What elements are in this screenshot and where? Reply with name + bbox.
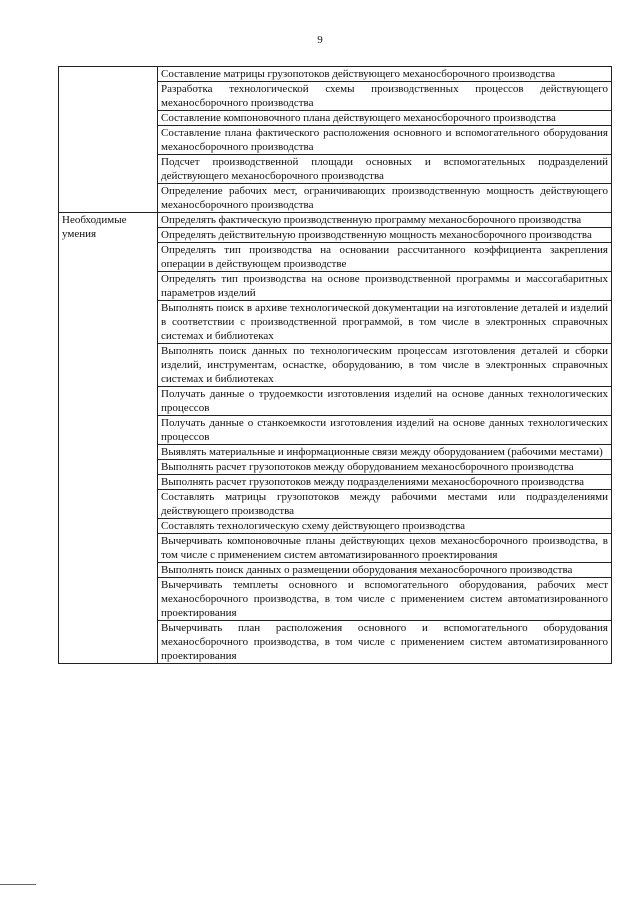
required-skills-item: Выполнять расчет грузопотоков между оборудованием механосборочного производства — [158, 460, 612, 475]
required-skills-label: Необходимые умения — [59, 213, 158, 664]
required-skills-item: Выполнять расчет грузопотоков между подразделениями механосборочного производства — [158, 475, 612, 490]
required-skills-item: Определять действительную производственную мощность механосборочного производства — [158, 228, 612, 243]
previous-actions-item: Разработка технологической схемы производственных процессов действующего механосборочного производства — [158, 82, 612, 111]
required-skills-item: Получать данные о трудоемкости изготовления изделий на основе данных технологических процессов — [158, 387, 612, 416]
competency-table — [58, 66, 612, 664]
required-skills-item: Определять тип производства на основании рассчитанного коэффициента закрепления операции в действующем производстве — [158, 243, 612, 272]
previous-actions-item: Составление плана фактического расположения основного и вспомогательного оборудования механосборочного производства — [158, 126, 612, 155]
previous-actions-item: Подсчет производственной площади основных и вспомогательных подразделений действующего механосборочного производства — [158, 155, 612, 184]
previous-actions-item: Составление матрицы грузопотоков действующего механосборочного производства — [158, 67, 612, 82]
page-number: 9 — [317, 34, 323, 46]
previous-actions-label — [59, 67, 158, 213]
previous-actions-item: Составление компоновочного плана действующего механосборочного производства — [158, 111, 612, 126]
required-skills-item: Получать данные о станкоемкости изготовления изделий на основе данных технологических процессов — [158, 416, 612, 445]
required-skills-item: Вычерчивать компоновочные планы действующих цехов механосборочного производства, в том числе с применением систем автоматизированного проектирования — [158, 534, 612, 563]
required-skills-item: Выявлять материальные и информационные связи между оборудованием (рабочими местами) — [158, 445, 612, 460]
required-skills-item: Вычерчивать план расположения основного и вспомогательного оборудования механосборочного производства, в том числе с применением систем автоматизированного проектирования — [158, 621, 612, 664]
required-skills-item: Составлять матрицы грузопотоков между рабочими местами или подразделениями действующего производства — [158, 490, 612, 519]
binding-mark — [0, 884, 36, 885]
required-skills-item: Составлять технологическую схему действующего производства — [158, 519, 612, 534]
previous-actions-item: Определение рабочих мест, ограничивающих производственную мощность действующего механосборочного производства — [158, 184, 612, 213]
table-row — [59, 67, 612, 82]
required-skills-item: Выполнять поиск данных по технологическим процессам изготовления деталей и сборки изделий, инструментам, оснастке, оборудованию, в том числе в электронных справочных системах и библиотеках — [158, 344, 612, 387]
required-skills-item: Определять фактическую производственную программу механосборочного производства — [158, 213, 612, 228]
table-row — [59, 213, 612, 228]
required-skills-item: Определять тип производства на основе производственной программы и массогабаритных параметров изделий — [158, 272, 612, 301]
required-skills-item: Выполнять поиск в архиве технологической документации на изготовление деталей и изделий в соответствии с производственной программой, в том числе в электронных справочных системах и библиотеках — [158, 301, 612, 344]
required-skills-item: Выполнять поиск данных о размещении оборудования механосборочного производства — [158, 563, 612, 578]
required-skills-item: Вычерчивать темплеты основного и вспомогательного оборудования, рабочих мест механосборочного производства, в том числе с применением систем автоматизированного проектирования — [158, 578, 612, 621]
